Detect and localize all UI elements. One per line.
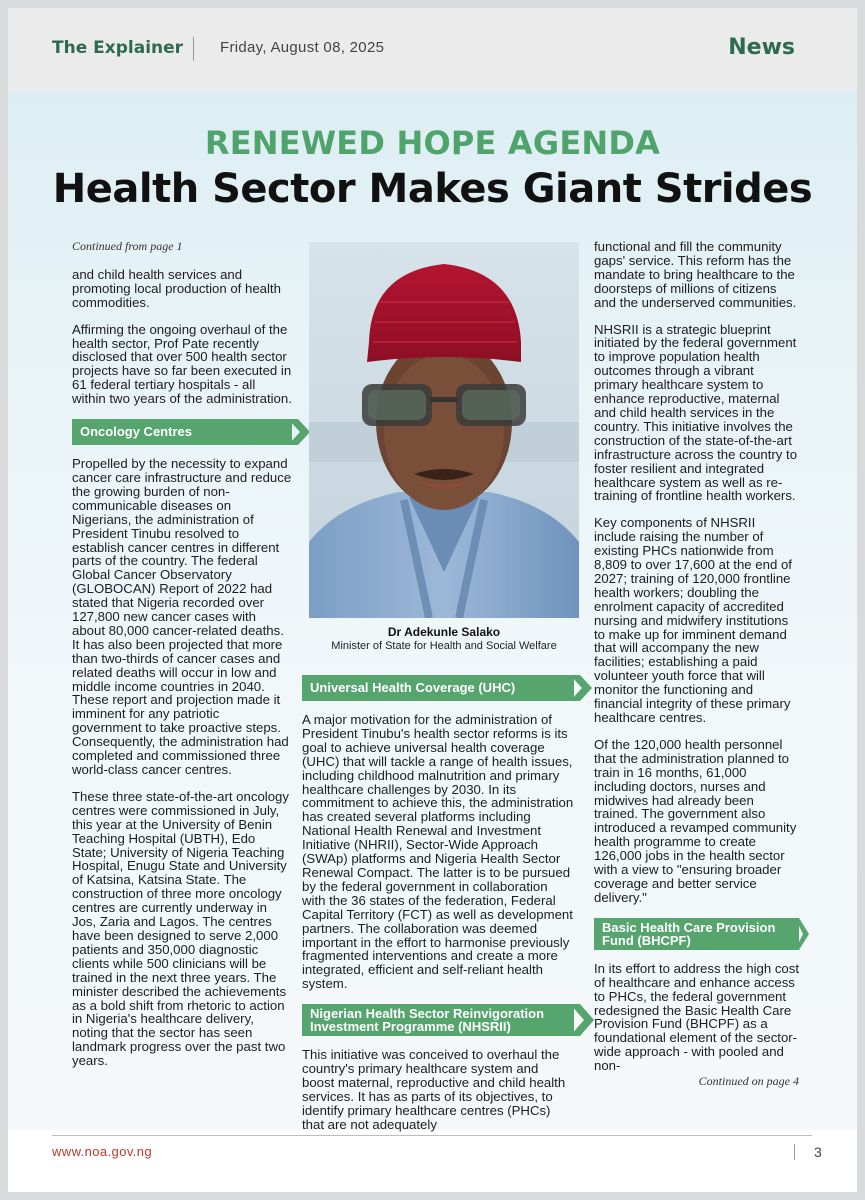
subheading-bhcpf: [594, 918, 799, 950]
paragraph: Of the 120,000 health personnel that the administration planned to train in 16 months, 61,000 including doctors, nurses and midwives had already been trained. The government also introduced a revamped community health programme to create 126,000 jobs in the health sector with a view to "ensuring broader coverage and better service delivery.": [594, 736, 797, 905]
issue-date: Friday, August 08, 2025: [220, 39, 385, 56]
continued-from-note: Continued from page 1: [72, 239, 183, 253]
paragraph: In its effort to address the high cost of healthcare and enhance access to PHCs, the federal government redesigned the Basic Health Care Provision Fund (BHCPF) as a foundational element of the sector-wide approach - with pooled and non-: [594, 960, 800, 1074]
subheading-label: Universal Health Coverage (UHC): [310, 680, 516, 695]
photo-caption-name: Dr Adekunle Salako: [387, 625, 501, 639]
subheading-label-line2: Fund (BHCPF): [602, 932, 691, 948]
column-right: [594, 240, 799, 1102]
section-label: News: [728, 35, 795, 60]
paragraph: NHSRII is a strategic blueprint initiated by the federal government to improve population health outcomes through a vibrant primary healthcare system to enhance reproductive, maternal and child health services in the country. This initiative involves the construction of the state-of-the-art infrastructure across the country to foster resilient and integrated healthcare system as well as re-training of frontline health workers.: [594, 321, 798, 504]
subheading-label-line1: Basic Health Care Provision: [602, 919, 776, 935]
subheading-oncology: [72, 419, 292, 445]
paragraph: This initiative was conceived to overhaul the country's primary healthcare system and boost maternal, reproductive and child health services. It has as parts of its objectives, to identify primary healthcare centres (PHCs) that are not adequately: [302, 1047, 566, 1132]
photo-caption-title: Minister of State for Health and Social Welfare: [331, 640, 557, 652]
continued-on-note: Continued on page 4: [698, 1074, 799, 1089]
subheading-uhc: [302, 675, 574, 701]
subheading-label: Oncology Centres: [80, 424, 192, 440]
subheading-nhsrii: [302, 1004, 574, 1036]
paragraph: and child health services and promoting local production of health commodities.: [72, 266, 281, 310]
page: [8, 8, 857, 1192]
paragraph: A major motivation for the administration of President Tinubu's health sector reforms is its goal to achieve universal health coverage (UHC) that will tackle a range of health issues, including childhood malnutrition and primary healthcare challenges by 2030. In its commitment to achieve this, the administration has created several platforms including National Health Renewal and Investment Initiative (NHRII), Sector-Wide Approach (SWAp) platforms and Nigeria Health Sector Renewal Compact. The latter is to be pursued by the federal government in collaboration with the 36 states of the federation, Federal Capital Territory (FCT) as well as development partners. The collaboration was deemed important in the effort to harmonise previously fragmented interventions and create a more integrated, efficient and self-reliant health system.: [302, 712, 574, 992]
article-headline: Health Sector Makes Giant Strides: [52, 166, 813, 212]
page-number: 3: [814, 1144, 822, 1160]
article-kicker: RENEWED HOPE AGENDA: [204, 124, 661, 162]
minister-photo: [309, 242, 579, 618]
header-divider: [193, 37, 194, 61]
paragraph: Key components of NHSRII include raising the number of existing PHCs nationwide from 8,809 to over 17,600 at the end of 2027; training of 120,000 frontline health workers; doubling the enrolment capacity of accredited nursing and midwifery institutions to make up for imminent demand that will accompany the new facilities; establishing a paid volunteer youth force that will monitor the functioning and financial integrity of these primary healthcare centres.: [594, 515, 792, 725]
footer-website-link[interactable]: www.noa.gov.ng: [52, 1144, 153, 1159]
page-header: [8, 8, 857, 90]
chevron-right-icon: [795, 918, 811, 950]
paragraph: These three state-of-the-art oncology centres were commissioned in July, this year at the University of Benin Teaching Hospital (UBTH), Edo State; University of Nigeria Teaching Hospital, Enugu State and University of Katsina, Katsina State. The construction of three more oncology centres are currently underway in Jos, Zaria and Lagos. The centres have been designed to serve 2,000 patients and 350,000 diagnostic clients while 500 clinicians will be trained in the next three years. The minister described the achievements as a bold shift from rhetoric to action in Nigeria's healthcare delivery, noting that the sector has seen landmark progress over the past two years.: [72, 788, 289, 1069]
column-left: [72, 240, 292, 1081]
footer-divider: [794, 1144, 795, 1160]
paragraph: functional and fill the community gaps' service. This reform has the mandate to bring healthcare to the doorsteps of millions of citizens and the underserved communities.: [594, 239, 797, 310]
paragraph: Propelled by the necessity to expand cancer care infrastructure and reduce the growing burden of non-communicable diseases on Nigerians, the administration of President Tinubu resolved to establish cancer centres in different parts of the country. The federal Global Cancer Observatory (GLOBOCAN) Report of 2022 had stated that Nigeria recorded over 127,800 new cancer cases with about 80,000 cancer-related deaths. It has also been projected that more than two-thirds of cancer cases and related deaths will occur in low and middle income countries in 2040. These report and projection made it imminent for any patriotic government to take proactive steps. Consequently, the administration had completed and commissioned three world-class cancer centres.: [72, 456, 292, 777]
paragraph: Affirming the ongoing overhaul of the health sector, Prof Pate recently disclosed that over 500 health sector projects have so far been executed in 61 federal tertiary hospitals - all within two years of the administration.: [72, 321, 292, 407]
brand-name: The Explainer: [52, 38, 184, 58]
footer-rule: [52, 1135, 812, 1136]
column-middle: [302, 671, 574, 1145]
subheading-label-line1: Nigerian Health Sector Reinvigoration: [310, 1006, 545, 1022]
subheading-label-line2: Investment Programme (NHSRII): [310, 1019, 511, 1035]
